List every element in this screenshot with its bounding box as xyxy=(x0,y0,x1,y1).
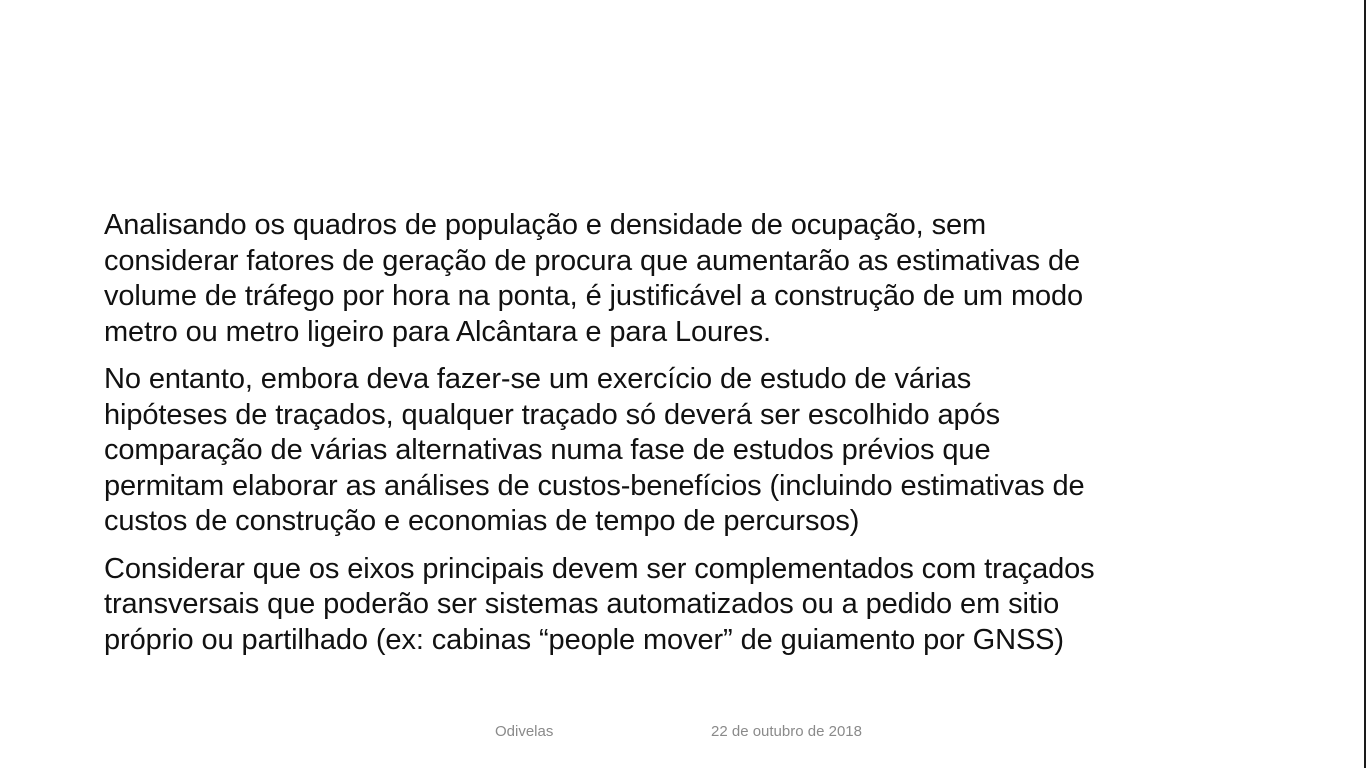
paragraph-transversal-axes: Considerar que os eixos principais devem ser complementados com traçados transversais que poderão ser sistemas automatizados ou a pedido em sitio próprio ou partilhado (ex: cabinas “people mover” de guiamento por GNSS) xyxy=(104,552,1095,656)
paragraph-analysis: Analisando os quadros de população e densidade de ocupação, sem considerar fatores de geração de procura que aumentarão as estimativas de volume de tráfego por hora na ponta, é justificável a construção de um modo metro ou metro ligeiro para Alcântara e para Loures. xyxy=(104,209,1084,348)
footer-date: 22 de outubro de 2018 xyxy=(711,723,862,740)
paragraph-study-alternatives: No entanto, embora deva fazer-se um exercício de estudo de várias hipóteses de traçados, qualquer traçado só deverá ser escolhido após comparação de várias alternativas numa fase de estudos prévios que permitam elaborar as análises de custos-benefícios (incluindo estimativas de custos de construção e economias de tempo de percursos) xyxy=(104,363,1085,537)
slide-body xyxy=(104,208,1274,670)
footer-location: Odivelas xyxy=(495,723,554,740)
